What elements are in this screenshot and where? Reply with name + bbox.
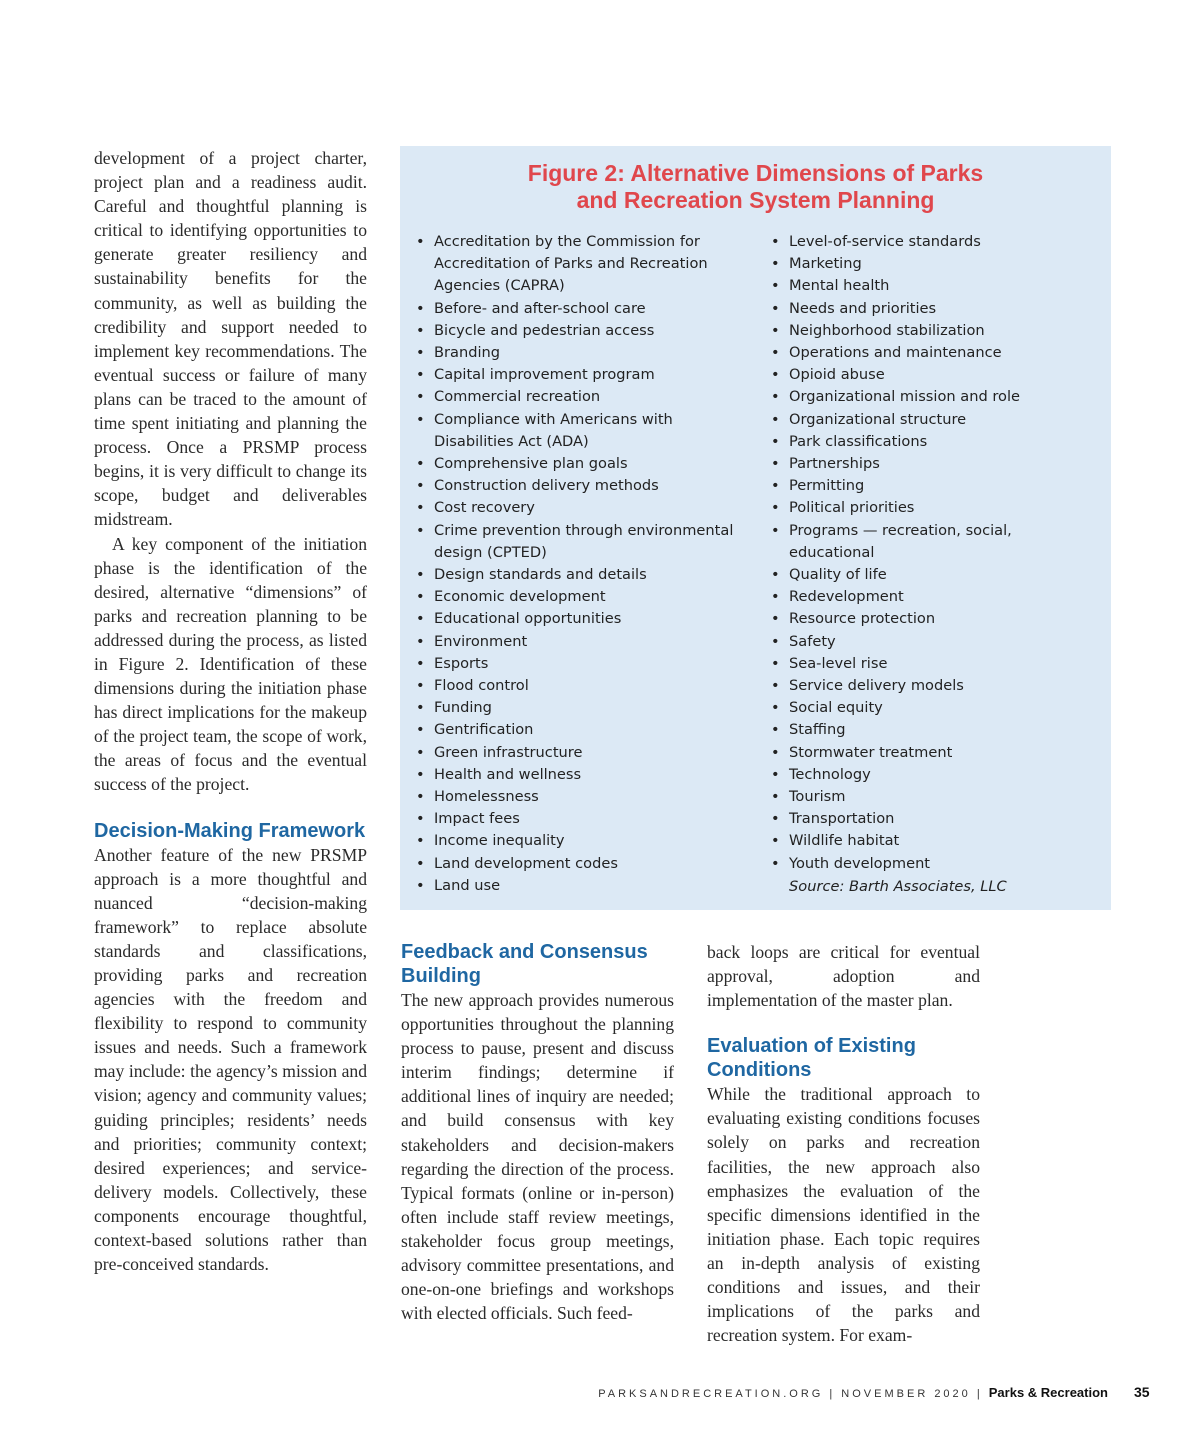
figure-list-item [771, 298, 1101, 320]
bullet-icon: • [771, 410, 780, 428]
figure-list-item [771, 253, 1101, 275]
bullet-icon: • [416, 321, 425, 339]
figure-list-item [771, 431, 1101, 453]
figure-list-item [771, 475, 1101, 497]
figure-list-item-text: Service delivery models [789, 677, 964, 695]
figure-list-item [416, 564, 746, 586]
figure-list-item-text: Youth development [789, 854, 931, 872]
figure-list-item-text: Bicycle and pedestrian access [434, 321, 655, 339]
figure-list-item [416, 497, 746, 519]
figure-list-item [416, 808, 746, 830]
figure-list-item-text: Opioid abuse [789, 366, 885, 384]
figure-list-item [771, 631, 1101, 653]
figure-list-item-text: Gentrification [434, 721, 534, 739]
figure-list-item-text: Organizational structure [789, 410, 967, 428]
section-heading-feedback: Feedback and Consensus Building [401, 941, 648, 987]
figure-list-item-text: Park classifications [789, 432, 928, 450]
bullet-icon: • [771, 677, 780, 695]
left-column [94, 146, 367, 1276]
figure-list-item-text: Compliance with Americans with Disabilities Act (ADA) [434, 410, 673, 450]
bullet-icon: • [771, 499, 780, 517]
figure-list-item [416, 764, 746, 786]
bullet-icon: • [416, 366, 425, 384]
bullet-icon: • [416, 854, 425, 872]
figure-list-item [416, 409, 746, 453]
figure-list-item [416, 231, 746, 298]
figure-list-item [416, 719, 746, 741]
bullet-icon: • [416, 610, 425, 628]
figure-list-item [416, 608, 746, 630]
figure-list-item [416, 830, 746, 852]
figure-title [400, 160, 1111, 213]
bullet-icon: • [771, 632, 780, 650]
figure-list-item-text: Health and wellness [434, 765, 582, 783]
bullet-icon: • [416, 410, 425, 428]
figure-list-right [771, 231, 1101, 875]
figure-list-item-text: Safety [789, 632, 836, 650]
figure-list-item [416, 453, 746, 475]
bullet-icon: • [416, 677, 425, 695]
figure-list-item [416, 342, 746, 364]
figure-list-item [771, 342, 1101, 364]
bullet-icon: • [416, 810, 425, 828]
figure-list-item-text: Capital improvement program [434, 366, 655, 384]
figure-list-item [771, 231, 1101, 253]
figure-list-item-text: Programs — recreation, social, educational [789, 521, 1012, 561]
figure-list-item-text: Esports [434, 654, 489, 672]
figure-list-item [771, 742, 1101, 764]
right-column [707, 940, 980, 1347]
figure-list-item-text: Accreditation by the Commission for Accreditation of Parks and Recreation Agencies (CAPRA) [434, 233, 708, 295]
bullet-icon: • [771, 432, 780, 450]
figure-list-item [416, 653, 746, 675]
figure-list-item [416, 364, 746, 386]
figure-list-item [771, 453, 1101, 475]
figure-list-item-text: Redevelopment [789, 588, 904, 606]
bullet-icon: • [771, 765, 780, 783]
figure-list-item-text: Transportation [789, 810, 895, 828]
figure-list-item-text: Permitting [789, 477, 865, 495]
bullet-icon: • [416, 632, 425, 650]
figure-list-item [771, 275, 1101, 297]
figure-list-item [416, 475, 746, 497]
figure-list-item [416, 320, 746, 342]
figure-title-line: and Recreation System Planning [576, 186, 935, 213]
figure-list-item [416, 697, 746, 719]
figure-list-item-text: Resource protection [789, 610, 936, 628]
figure-list-item [771, 364, 1101, 386]
figure-list-item-text: Social equity [789, 699, 883, 717]
bullet-icon: • [771, 788, 780, 806]
figure-list-item-text: Economic development [434, 588, 606, 606]
bullet-icon: • [771, 521, 780, 539]
figure-list-item-text: Crime prevention through environmental design (CPTED) [434, 521, 734, 561]
bullet-icon: • [771, 721, 780, 739]
bullet-icon: • [416, 832, 425, 850]
figure-list-item-text: Staffing [789, 721, 846, 739]
bullet-icon: • [771, 610, 780, 628]
bullet-icon: • [771, 699, 780, 717]
bullet-icon: • [771, 344, 780, 362]
figure-list-item-text: Homelessness [434, 788, 539, 806]
bullet-icon: • [416, 455, 425, 473]
figure-list-item [771, 830, 1101, 852]
figure-list-item-text: Partnerships [789, 455, 880, 473]
bullet-icon: • [416, 477, 425, 495]
bullet-icon: • [771, 455, 780, 473]
figure-list-item [771, 409, 1101, 431]
body-paragraph: Another feature of the new PRSMP approach is a more thoughtful and nuanced “decision-making framework” to replace absolute standards and classifications, providing parks and recreation agencies with the freedom and flexibility to respond to community issues and needs. Such a framework may include: the agency’s mission and vision; agency and community values; guiding principles; residents’ needs and priorities; community context; desired experiences; and service-delivery models. Collectively, these components encourage thoughtful, context-based solutions rather than pre-conceived standards. [94, 844, 367, 1275]
figure-source: Source: Barth Associates, LLC [789, 878, 1007, 895]
bullet-icon: • [771, 810, 780, 828]
bullet-icon: • [416, 566, 425, 584]
figure-list-item-text: Neighborhood stabilization [789, 321, 985, 339]
figure-list-item-text: Marketing [789, 255, 862, 273]
figure-list-item-text: Tourism [789, 788, 846, 806]
bullet-icon: • [416, 388, 425, 406]
figure-list-item [416, 786, 746, 808]
body-paragraph: While the traditional approach to evaluating existing conditions focuses solely on parks and recreation facilities, the new approach also emphasizes the evaluation of the specific dimensions identified in the initiation phase. Each topic requires an in-depth analysis of existing conditions and issues, and their implications of the parks and recreation system. For exam- [707, 1084, 980, 1346]
figure-list-item-text: Needs and priorities [789, 299, 937, 317]
figure-list-item-text: Wildlife habitat [789, 832, 900, 850]
figure-list-item-text: Funding [434, 699, 492, 717]
bullet-icon: • [416, 344, 425, 362]
footer-site-date: PARKSANDRECREATION.ORG | NOVEMBER 2020 | [598, 1388, 983, 1400]
body-paragraph: A key component of the initiation phase is the identification of the desired, alternative “dimensions” of parks and recreation planning to be addressed during the process, as listed in Figure 2. Identification of these dimensions during the initiation phase has direct implications for the makeup of the project team, the scope of work, the areas of focus and the eventual success of the project. [94, 533, 367, 795]
figure-list-item [416, 298, 746, 320]
figure-list-item-text: Commercial recreation [434, 388, 601, 406]
figure-list-item-text: Green infrastructure [434, 743, 583, 761]
figure-list-item [771, 608, 1101, 630]
bullet-icon: • [416, 499, 425, 517]
bullet-icon: • [416, 743, 425, 761]
figure-list-item-text: Stormwater treatment [789, 743, 953, 761]
figure-list-item-text: Design standards and details [434, 566, 647, 584]
figure-list-item [771, 719, 1101, 741]
bullet-icon: • [771, 233, 780, 250]
bullet-icon: • [771, 255, 780, 273]
figure-list-item [771, 853, 1101, 875]
section-heading-evaluation: Evaluation of Existing Conditions [707, 1035, 916, 1082]
figure-list-item [416, 520, 746, 564]
figure-list-item-text: Comprehensive plan goals [434, 455, 628, 473]
bullet-icon: • [771, 743, 780, 761]
bullet-icon: • [771, 299, 780, 317]
bullet-icon: • [771, 277, 780, 295]
bullet-icon: • [416, 521, 425, 539]
figure-list-item-text: Environment [434, 632, 528, 650]
figure-list-item-text: Land development codes [434, 854, 618, 872]
bullet-icon: • [416, 765, 425, 783]
figure-list-item [771, 586, 1101, 608]
figure-list-item [416, 386, 746, 408]
figure-list-item [771, 497, 1101, 519]
figure-list-item [416, 875, 746, 897]
figure-list-item [416, 742, 746, 764]
figure-list-item [771, 520, 1101, 564]
figure-list-item-text: Quality of life [789, 566, 887, 584]
figure-list-item [416, 675, 746, 697]
figure-list-item-text: Technology [789, 765, 871, 783]
body-paragraph: back loops are critical for eventual approval, adoption and implementation of the master plan. [707, 942, 980, 1011]
page-footer [598, 1385, 1108, 1400]
figure-list-item-text: Cost recovery [434, 499, 535, 517]
bullet-icon: • [771, 566, 780, 584]
figure-list-item [416, 631, 746, 653]
figure-list-item [771, 786, 1101, 808]
bullet-icon: • [771, 832, 780, 850]
bullet-icon: • [771, 854, 780, 872]
figure-list-item [771, 320, 1101, 342]
figure-list-item-text: Sea-level rise [789, 654, 888, 672]
figure-list-item [771, 386, 1101, 408]
bullet-icon: • [771, 388, 780, 406]
figure-list-item-text: Organizational mission and role [789, 388, 1021, 406]
bullet-icon: • [771, 477, 780, 495]
figure-list-item-text: Level-of-service standards [789, 233, 981, 250]
footer-magazine-name: Parks & Recreation [988, 1385, 1108, 1400]
figure-list-item-text: Income inequality [434, 832, 565, 850]
body-paragraph: development of a project charter, project plan and a readiness audit. Careful and thoughtful planning is critical to identifying opportunities to generate greater resiliency and sustainability benefits for the community, as well as building the credibility and support needed to implement key recommendations. The eventual success or failure of many plans can be traced to the amount of time spent initiating and planning the process. Once a PRSMP process begins, it is very difficult to change its scope, budget and deliverables midstream. [94, 148, 367, 530]
figure-list-left [416, 231, 746, 897]
bullet-icon: • [416, 721, 425, 739]
figure-list-item [771, 764, 1101, 786]
figure-list-item-text: Political priorities [789, 499, 915, 517]
figure-list-item [771, 653, 1101, 675]
bullet-icon: • [416, 699, 425, 717]
page-number: 35 [1134, 1384, 1150, 1400]
figure-list-item-text: Operations and maintenance [789, 344, 1002, 362]
bullet-icon: • [416, 233, 425, 250]
figure-list-item [771, 808, 1101, 830]
bullet-icon: • [416, 876, 425, 894]
bullet-icon: • [416, 654, 425, 672]
figure-list-item-text: Flood control [434, 677, 529, 695]
figure-list-item-text: Educational opportunities [434, 610, 622, 628]
bullet-icon: • [416, 299, 425, 317]
figure-list-item [771, 564, 1101, 586]
bullet-icon: • [771, 588, 780, 606]
bullet-icon: • [771, 321, 780, 339]
bullet-icon: • [771, 654, 780, 672]
figure-list-item-text: Construction delivery methods [434, 477, 659, 495]
figure-title-line: Figure 2: Alternative Dimensions of Parks [527, 160, 984, 186]
bullet-icon: • [416, 788, 425, 806]
figure-list-item-text: Branding [434, 344, 501, 362]
figure-list-item-text: Impact fees [434, 810, 520, 828]
figure-list-item [416, 853, 746, 875]
section-heading-decision-making: Decision-Making Framework [94, 819, 366, 842]
figure-list-item-text: Mental health [789, 277, 890, 295]
bullet-icon: • [416, 588, 425, 606]
bullet-icon: • [771, 366, 780, 384]
figure-list-item [416, 586, 746, 608]
figure-list-item-text: Land use [434, 876, 501, 894]
figure-list-item [771, 697, 1101, 719]
figure-list-item [771, 675, 1101, 697]
body-paragraph: The new approach provides numerous opportunities throughout the planning process to pause, present and discuss interim findings; determine if additional lines of inquiry are needed; and build consensus with key stakeholders and decision-makers regarding the direction of the process. Typical formats (online or in-person) often include staff review meetings, stakeholder focus group meetings, advisory committee presentations, and one-on-one briefings and workshops with elected officials. Such feed- [401, 990, 674, 1324]
middle-column [401, 940, 674, 1325]
figure-list-item-text: Before- and after-school care [434, 299, 646, 317]
